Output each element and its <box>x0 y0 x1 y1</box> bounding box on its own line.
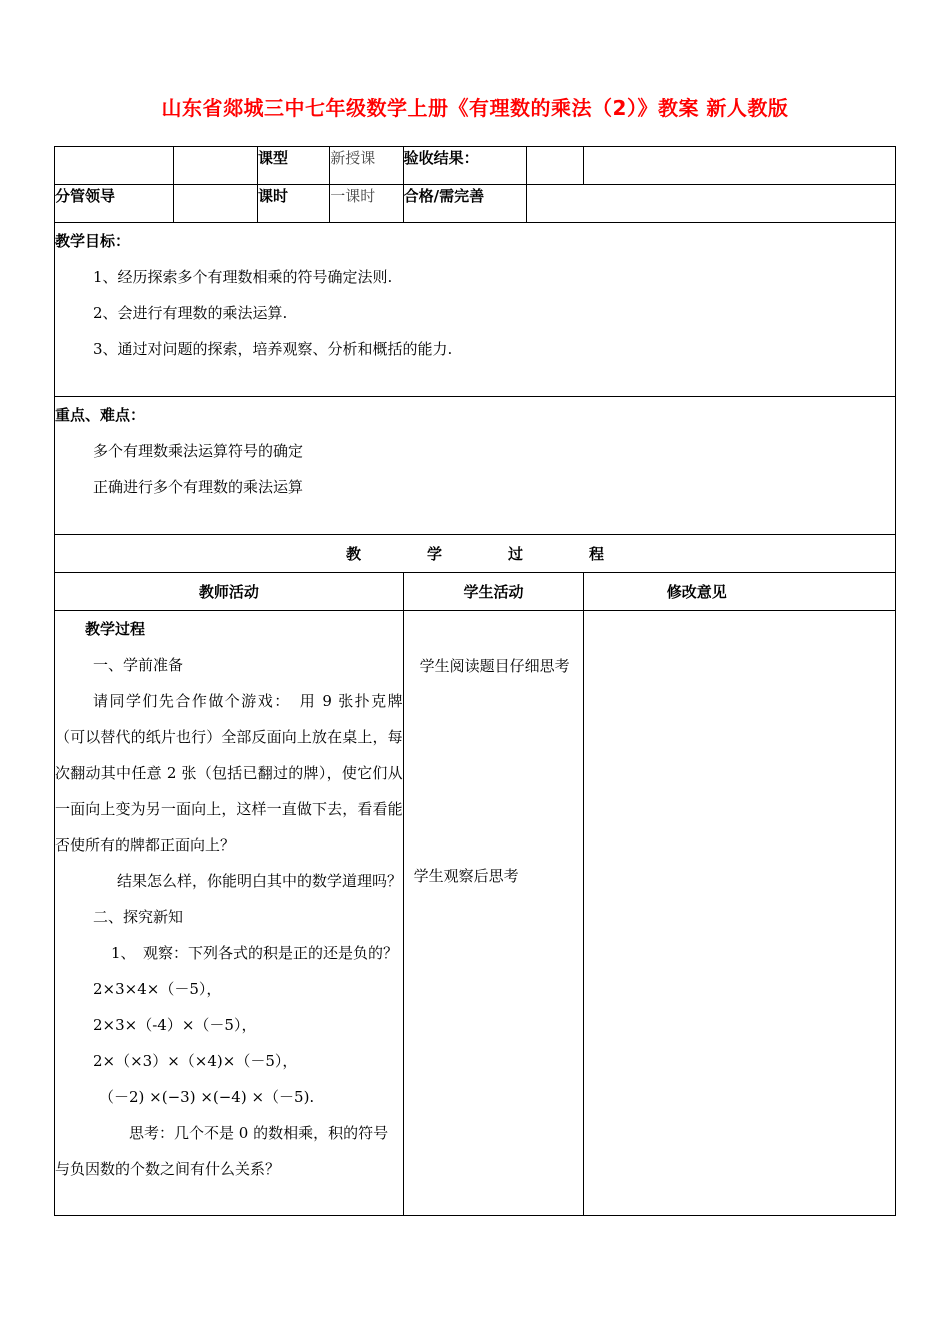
type-value: 新授课 <box>330 147 403 185</box>
header-row-2 <box>55 185 896 223</box>
process-heading-row <box>55 535 896 573</box>
expression: （－2) ×(−3) ×(−4) ×（－5). <box>99 1088 315 1106</box>
header-row-1 <box>55 147 896 185</box>
leader-label: 分管领导 <box>55 185 174 223</box>
objective-item: 1、经历探索多个有理数相乘的符号确定法则. <box>93 268 393 286</box>
process-heading-char: 教 <box>345 545 361 563</box>
process-heading-char: 学 <box>426 545 442 563</box>
expression: 2×（×3）×（×4)×（－5）， <box>93 1052 298 1070</box>
empty-cell <box>527 147 584 185</box>
objectives-heading: 教学目标： <box>55 232 131 250</box>
document-title: 山东省郯城三中七年级数学上册《有理数的乘法（2）》教案 新人教版 <box>161 96 789 120</box>
observe-text: 1、 观察：下列各式的积是正的还是负的？ <box>111 944 399 962</box>
keypoint-item: 多个有理数乘法运算符号的确定 <box>93 442 304 460</box>
think-text: 思考：几个不是 0 的数相乘，积的符号与负因数的个数之间有什么关系？ <box>55 1124 389 1178</box>
period-value: 一课时 <box>330 185 403 223</box>
explore-heading: 二、探究新知 <box>93 908 184 926</box>
keypoints-heading: 重点、难点： <box>55 406 146 424</box>
objective-item: 3、通过对问题的探索，培养观察、分析和概括的能力. <box>93 340 453 358</box>
student-note: 学生观察后思考 <box>413 867 519 885</box>
empty-cell <box>55 147 174 185</box>
process-content-row <box>55 611 896 1216</box>
pass-label: 合格/需完善 <box>403 185 527 223</box>
question-text: 结果怎么样，你能明白其中的数学道理吗？ <box>117 872 403 890</box>
teacher-activity-cell <box>55 611 404 1216</box>
lesson-plan-table <box>54 146 896 1216</box>
empty-cell <box>584 147 896 185</box>
expression: 2×3×（-4）×（－5）， <box>93 1016 257 1034</box>
student-activity-cell <box>403 611 584 1216</box>
keypoint-item: 正确进行多个有理数的乘法运算 <box>93 478 304 496</box>
teacher-activity-header: 教师活动 <box>55 573 404 611</box>
objectives-section <box>55 223 896 397</box>
empty-cell <box>173 147 257 185</box>
objectives-row <box>55 223 896 397</box>
process-columns-row <box>55 573 896 611</box>
student-note: 学生阅读题目仔细思考 <box>419 657 570 675</box>
objective-item: 2、会进行有理数的乘法运算. <box>93 304 288 322</box>
process-heading-char: 过 <box>508 545 524 563</box>
prep-heading: 一、学前准备 <box>93 656 184 674</box>
type-label: 课型 <box>257 147 329 185</box>
keypoints-row <box>55 397 896 535</box>
period-label: 课时 <box>257 185 329 223</box>
keypoints-section <box>55 397 896 535</box>
process-heading <box>55 535 896 573</box>
empty-cell <box>527 185 896 223</box>
game-text: 请同学们先合作做个游戏： 用 9 张扑克牌（可以替代的纸片也行）全部反面向上放在桌上，每次翻动其中任意 2 张（包括已翻过的牌），使它们从一面向上变为另一面向上，这样一直做下去，看看能否使所有的牌都正面向上？ <box>55 692 403 854</box>
revise-header: 修改意见 <box>584 573 896 611</box>
check-result-label: 验收结果： <box>403 147 527 185</box>
empty-cell <box>173 185 257 223</box>
teacher-heading: 教学过程 <box>85 620 146 638</box>
process-heading-char: 程 <box>589 545 605 563</box>
revise-cell <box>584 611 896 1216</box>
expression: 2×3×4×（－5）， <box>93 980 222 998</box>
student-activity-header: 学生活动 <box>403 573 584 611</box>
